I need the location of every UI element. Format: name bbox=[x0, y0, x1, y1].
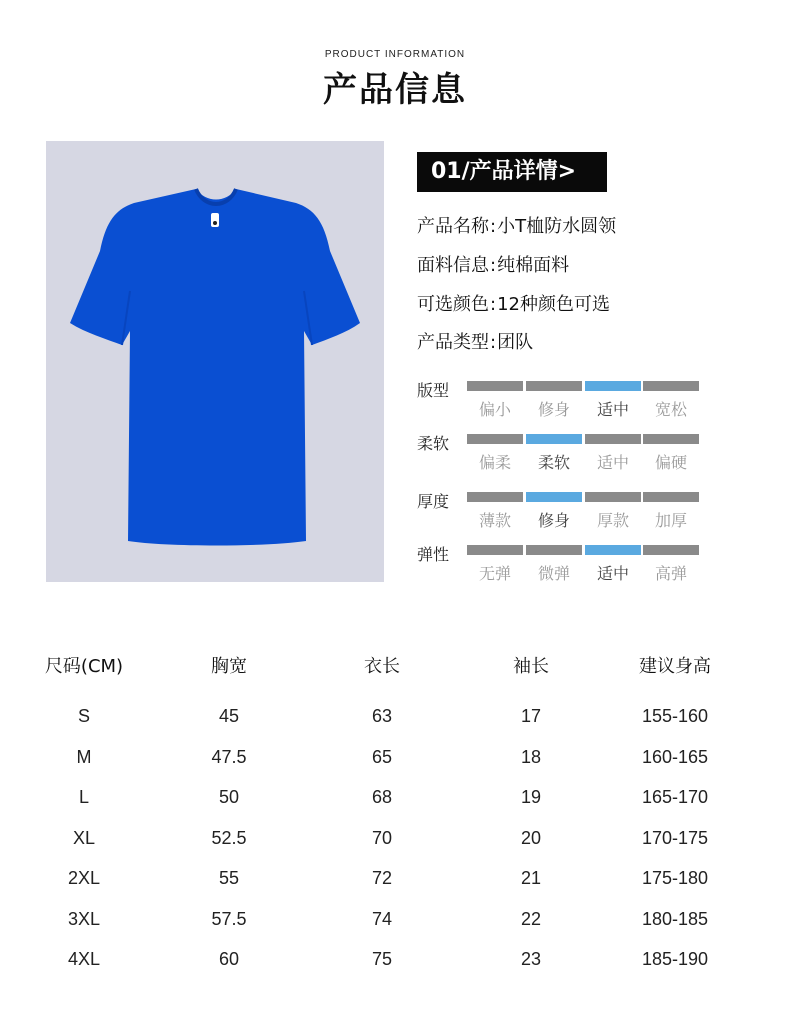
attribute-option: 偏柔 bbox=[478, 453, 511, 472]
table-cell: S bbox=[77, 706, 90, 726]
detail-label: 产品名称 bbox=[417, 216, 489, 237]
attribute-bar bbox=[643, 492, 699, 502]
attribute-option: 偏硬 bbox=[654, 453, 687, 472]
detail-label: 可选颜色 bbox=[417, 294, 489, 315]
attribute-option: 厚款 bbox=[596, 511, 629, 530]
attribute-bar bbox=[467, 545, 523, 555]
detail-separator: : bbox=[490, 255, 497, 276]
detail-value: 12种颜色可选 bbox=[497, 294, 610, 315]
table-cell: 19 bbox=[520, 787, 542, 807]
detail-separator: : bbox=[490, 294, 497, 315]
table-cell: 70 bbox=[371, 828, 393, 848]
detail-separator: : bbox=[490, 216, 497, 237]
detail-row bbox=[417, 251, 569, 277]
attribute-option: 柔软 bbox=[537, 453, 570, 472]
table-cell: 2XL bbox=[67, 868, 101, 888]
table-cell: 4XL bbox=[67, 949, 101, 969]
table-cell: 52.5 bbox=[211, 828, 247, 848]
detail-value: 团队 bbox=[497, 332, 534, 353]
attribute-bar bbox=[643, 434, 699, 444]
table-cell: 180-185 bbox=[641, 909, 709, 929]
table-cell: 17 bbox=[520, 706, 542, 726]
detail-separator: : bbox=[490, 332, 497, 353]
table-cell: 68 bbox=[371, 787, 393, 807]
table-cell: 74 bbox=[371, 909, 393, 929]
table-cell: 175-180 bbox=[641, 868, 709, 888]
table-cell: 57.5 bbox=[211, 909, 247, 929]
table-cell: 18 bbox=[520, 747, 542, 767]
attribute-option: 宽松 bbox=[654, 400, 687, 419]
table-cell: 63 bbox=[371, 706, 393, 726]
attribute-option: 偏小 bbox=[478, 400, 511, 419]
table-cell: 55 bbox=[218, 868, 240, 888]
table-cell: 185-190 bbox=[641, 949, 709, 969]
attribute-option: 修身 bbox=[537, 400, 570, 419]
tshirt-label-dot bbox=[213, 221, 217, 225]
attribute-option: 适中 bbox=[596, 453, 629, 472]
attribute-bar bbox=[467, 434, 523, 444]
table-header-cell: 袖长 bbox=[513, 656, 549, 677]
attribute-option: 薄款 bbox=[478, 511, 511, 530]
table-cell: 22 bbox=[520, 909, 542, 929]
table-cell: L bbox=[78, 787, 89, 807]
attribute-bar-selected bbox=[585, 545, 641, 555]
attribute-option: 高弹 bbox=[654, 564, 687, 583]
attribute-label: 厚度 bbox=[417, 492, 450, 511]
table-cell: 50 bbox=[218, 787, 240, 807]
table-cell: XL bbox=[72, 828, 96, 848]
detail-row bbox=[417, 290, 610, 316]
detail-label: 产品类型 bbox=[417, 332, 489, 353]
table-cell: 75 bbox=[371, 949, 393, 969]
table-cell: 20 bbox=[520, 828, 542, 848]
table-cell: M bbox=[76, 747, 92, 767]
table-cell: 47.5 bbox=[211, 747, 247, 767]
detail-value: 纯棉面料 bbox=[497, 255, 570, 276]
table-header-cell: 建议身高 bbox=[639, 656, 711, 677]
table-cell: 21 bbox=[520, 868, 542, 888]
tshirt-body bbox=[70, 189, 360, 546]
attribute-option: 微弹 bbox=[537, 564, 570, 583]
attribute-option: 适中 bbox=[596, 400, 629, 419]
page-title: 产品信息 bbox=[323, 70, 467, 110]
table-cell: 170-175 bbox=[641, 828, 709, 848]
attribute-label: 柔软 bbox=[417, 434, 450, 453]
detail-label: 面料信息 bbox=[417, 255, 489, 276]
table-cell: 60 bbox=[218, 949, 240, 969]
detail-row bbox=[417, 328, 533, 354]
attribute-label: 弹性 bbox=[417, 545, 450, 564]
table-header-cell: 尺码(CM) bbox=[44, 656, 124, 677]
tshirt-illustration bbox=[46, 141, 384, 582]
table-cell: 23 bbox=[520, 949, 542, 969]
attribute-bar bbox=[467, 381, 523, 391]
attribute-bar bbox=[526, 545, 582, 555]
attribute-bar bbox=[467, 492, 523, 502]
attribute-bar bbox=[643, 545, 699, 555]
attribute-option: 加厚 bbox=[654, 511, 687, 530]
attribute-bar bbox=[585, 434, 641, 444]
table-cell: 45 bbox=[218, 706, 240, 726]
details-tag: 01/产品详情> bbox=[417, 152, 607, 192]
detail-row bbox=[417, 212, 616, 238]
attribute-option: 无弹 bbox=[478, 564, 511, 583]
attribute-bar bbox=[585, 492, 641, 502]
attribute-bar bbox=[526, 381, 582, 391]
attribute-label: 版型 bbox=[417, 381, 450, 400]
table-header-cell: 衣长 bbox=[364, 656, 400, 677]
table-cell: 165-170 bbox=[641, 787, 709, 807]
attribute-bar-selected bbox=[585, 381, 641, 391]
attribute-bar bbox=[643, 381, 699, 391]
product-image bbox=[46, 141, 384, 582]
table-cell: 65 bbox=[371, 747, 393, 767]
attribute-option: 适中 bbox=[596, 564, 629, 583]
table-cell: 155-160 bbox=[641, 706, 709, 726]
attribute-option: 修身 bbox=[537, 511, 570, 530]
table-cell: 160-165 bbox=[641, 747, 709, 767]
table-cell: 3XL bbox=[67, 909, 101, 929]
header-subtitle-en: PRODUCT INFORMATION bbox=[324, 49, 466, 60]
detail-value: 小T桖防水圆领 bbox=[497, 216, 617, 237]
attribute-bar-selected bbox=[526, 492, 582, 502]
attribute-bar-selected bbox=[526, 434, 582, 444]
table-cell: 72 bbox=[371, 868, 393, 888]
table-header-cell: 胸宽 bbox=[211, 656, 247, 677]
